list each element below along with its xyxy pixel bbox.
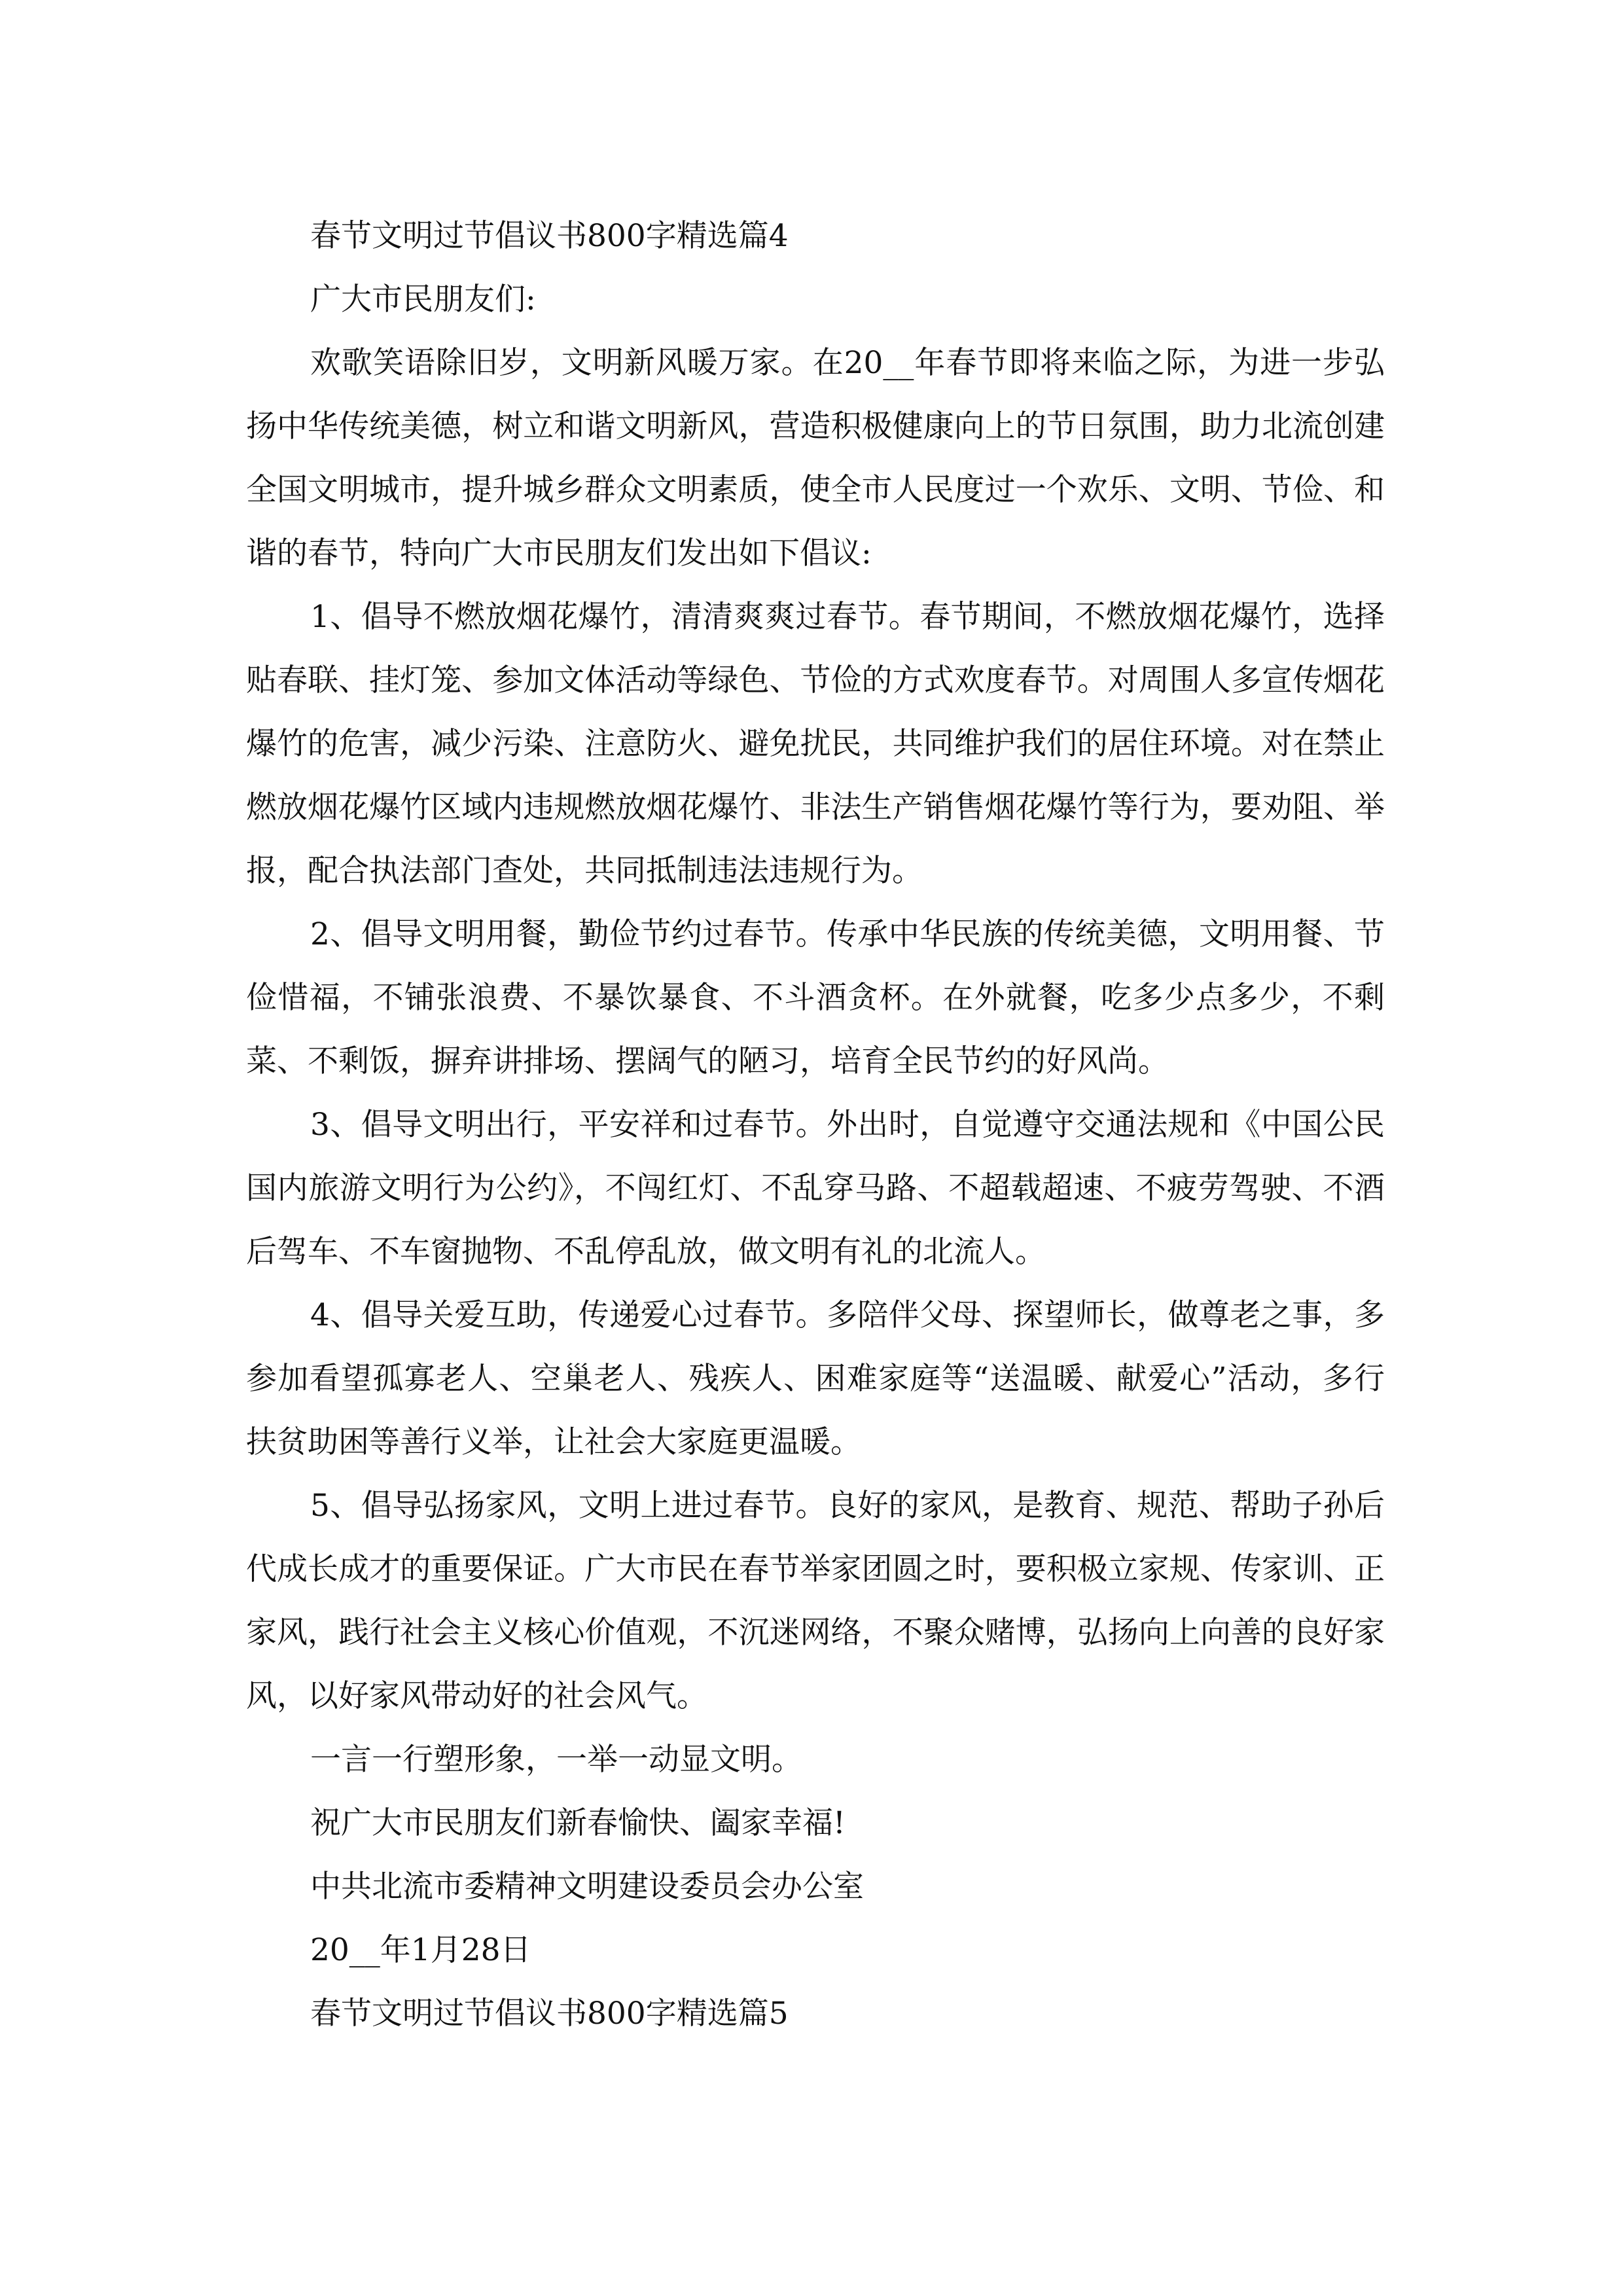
proposal-2-paragraph: 2、倡导文明用餐，勤俭节约过春节。传承中华民族的传统美德，文明用餐、节俭惜福，不铺张浪费、不暴饮暴食、不斗酒贪杯。在外就餐，吃多少点多少，不剩菜、不剩饭，摒弃讲排场、摆阔气的陋习，培育全民节约的好风尚。 (246, 916, 1385, 1079)
section-heading-4: 春节文明过节倡议书800字精选篇4 (310, 218, 789, 254)
proposal-4-paragraph: 4、倡导关爱互助，传递爱心过春节。多陪伴父母、探望师长，做尊老之事，多参加看望孤寡老人、空巢老人、残疾人、困难家庭等“送温暖、献爱心”活动，多行扶贫助困等善行义举，让社会大家庭更温暖。 (246, 1297, 1385, 1460)
proposal-1-paragraph: 1、倡导不燃放烟花爆竹，清清爽爽过春节。春节期间，不燃放烟花爆竹，选择贴春联、挂灯笼、参加文体活动等绿色、节俭的方式欢度春节。对周围人多宣传烟花爆竹的危害，减少污染、注意防火、避免扰民，共同维护我们的居住环境。对在禁止燃放烟花爆竹区域内违规燃放烟花爆竹、非法生产销售烟花爆竹等行为，要劝阻、举报，配合执法部门查处，共同抵制违法违规行为。 (246, 599, 1385, 889)
proposal-5-paragraph: 5、倡导弘扬家风，文明上进过春节。良好的家风，是教育、规范、帮助子孙后代成长成才的重要保证。广大市民在春节举家团圆之时，要积极立家规、传家训、正家风，践行社会主义核心价值观，不沉迷网络，不聚众赌博，弘扬向上向善的良好家风，以好家风带动好的社会风气。 (246, 1488, 1385, 1714)
section-heading-5: 春节文明过节倡议书800字精选篇5 (310, 1996, 789, 2032)
date-line: 20__年1月28日 (310, 1932, 531, 1968)
greeting-line: 祝广大市民朋友们新春愉快、阖家幸福! (310, 1805, 846, 1841)
salutation: 广大市民朋友们: (310, 281, 536, 317)
slogan-line: 一言一行塑形象，一举一动显文明。 (310, 1742, 802, 1778)
issuer-line: 中共北流市委精神文明建设委员会办公室 (310, 1869, 864, 1905)
proposal-3-paragraph: 3、倡导文明出行，平安祥和过春节。外出时，自觉遵守交通法规和《中国公民国内旅游文明行为公约》，不闯红灯、不乱穿马路、不超载超速、不疲劳驾驶、不酒后驾车、不车窗抛物、不乱停乱放，做文明有礼的北流人。 (246, 1107, 1385, 1270)
intro-paragraph: 欢歌笑语除旧岁，文明新风暖万家。在20__年春节即将来临之际，为进一步弘扬中华传统美德，树立和谐文明新风，营造积极健康向上的节日氛围，助力北流创建全国文明城市，提升城乡群众文明素质，使全市人民度过一个欢乐、文明、节俭、和谐的春节，特向广大市民朋友们发出如下倡议: (246, 345, 1385, 571)
document-page (246, 204, 1385, 2045)
